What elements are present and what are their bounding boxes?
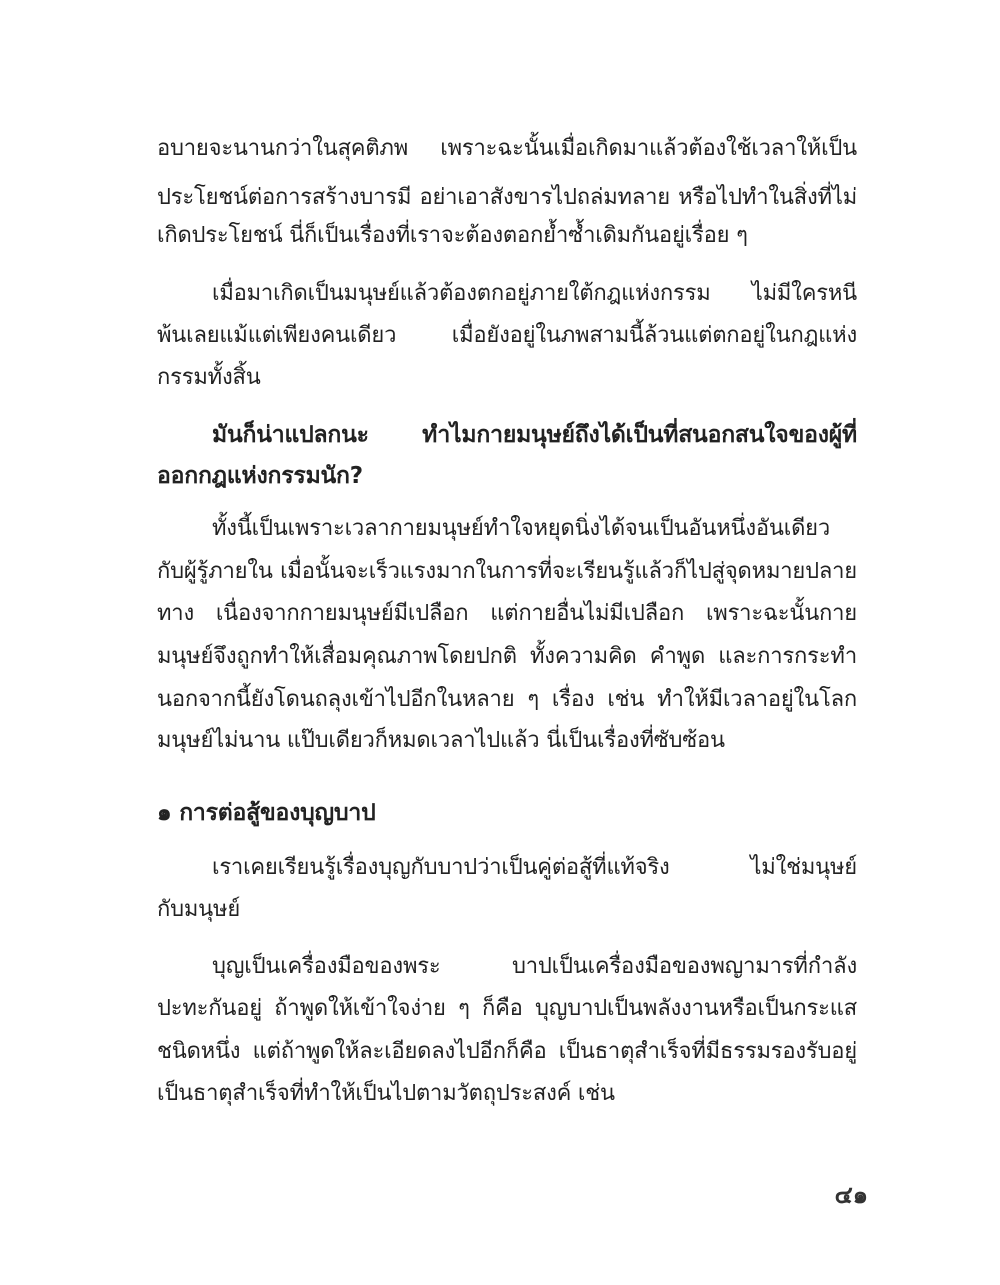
- paragraph-1-line-3: เกิดประโยชน์ นี่ก็เป็นเรื่องที่เราจะต้องตอกย้ำซ้ำเดิมกันอยู่เรื่อย ๆ: [157, 223, 748, 248]
- paragraph-1-line-2: ประโยชน์ต่อการสร้างบารมี อย่าเอาสังขารไปถล่มทลาย หรือไปทำในสิ่งที่ไม่: [157, 185, 857, 210]
- paragraph-4-line-6: มนุษย์ไม่นาน แป๊บเดียวก็หมดเวลาไปแล้ว นี่เป็นเรื่องที่ซับซ้อน: [157, 728, 725, 753]
- paragraph-2-line-2: พ้นเลยแม้แต่เพียงคนเดียว เมื่อยังอยู่ในภพสามนี้ล้วนแต่ตกอยู่ในกฎแห่ง: [157, 323, 857, 348]
- paragraph-6-line-3: ชนิดหนึ่ง แต่ถ้าพูดให้ละเอียดลงไปอีกก็คือ เป็นธาตุสำเร็จที่มีธรรมรองรับอยู่: [157, 1039, 857, 1064]
- bold-paragraph-line-2: ออกกฎแห่งกรรมนัก?: [157, 463, 363, 489]
- paragraph-2-line-3: กรรมทั้งสิ้น: [157, 365, 261, 390]
- section-heading: ๑ การต่อสู้ของบุญบาป: [157, 800, 376, 826]
- paragraph-1-line-1: อบายจะนานกว่าในสุคติภพ เพราะฉะนั้นเมื่อเกิดมาแล้วต้องใช้เวลาให้เป็น: [157, 136, 857, 161]
- paragraph-4-line-1: ทั้งนี้เป็นเพราะเวลากายมนุษย์ทำใจหยุดนิ่งได้จนเป็นอันหนึ่งอันเดียว: [212, 516, 831, 541]
- paragraph-4-line-2: กับผู้รู้ภายใน เมื่อนั้นจะเร็วแรงมากในการที่จะเรียนรู้แล้วก็ไปสู่จุดหมายปลาย: [157, 559, 857, 584]
- paragraph-6-line-1: บุญเป็นเครื่องมือของพระ บาปเป็นเครื่องมือของพญามารที่กำลัง: [212, 954, 857, 979]
- paragraph-6-line-4: เป็นธาตุสำเร็จที่ทำให้เป็นไปตามวัตถุประสงค์ เช่น: [157, 1081, 615, 1106]
- page-number: ๔๑: [834, 1181, 868, 1209]
- paragraph-4-line-5: นอกจากนี้ยังโดนถลุงเข้าไปอีกในหลาย ๆ เรื่อง เช่น ทำให้มีเวลาอยู่ในโลก: [157, 687, 857, 712]
- paragraph-2-line-1: เมื่อมาเกิดเป็นมนุษย์แล้วต้องตกอยู่ภายใต้กฎแห่งกรรม ไม่มีใครหนี: [212, 281, 857, 306]
- paragraph-4-line-3: ทาง เนื่องจากกายมนุษย์มีเปลือก แต่กายอื่นไม่มีเปลือก เพราะฉะนั้นกาย: [157, 601, 857, 626]
- paragraph-6-line-2: ปะทะกันอยู่ ถ้าพูดให้เข้าใจง่าย ๆ ก็คือ บุญบาปเป็นพลังงานหรือเป็นกระแส: [157, 996, 857, 1021]
- paragraph-5-line-2: กับมนุษย์: [157, 897, 241, 922]
- paragraph-5-line-1: เราเคยเรียนรู้เรื่องบุญกับบาปว่าเป็นคู่ต่อสู้ที่แท้จริง ไม่ใช่มนุษย์: [212, 855, 857, 880]
- bold-paragraph-line-1: มันก็น่าแปลกนะ ทำไมกายมนุษย์ถึงได้เป็นที่สนอกสนใจของผู้ที่: [212, 422, 857, 448]
- paragraph-4-line-4: มนุษย์จึงถูกทำให้เสื่อมคุณภาพโดยปกติ ทั้งความคิด คำพูด และการกระทำ: [157, 644, 857, 669]
